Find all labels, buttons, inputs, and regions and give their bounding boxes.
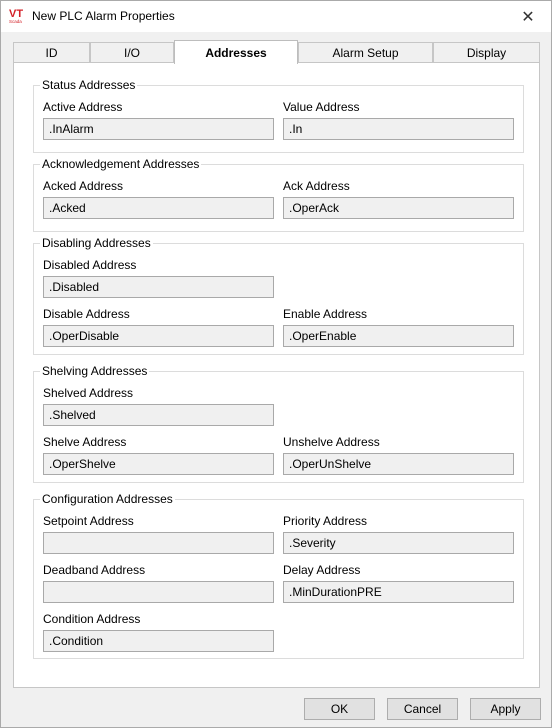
deadband-address-field[interactable] <box>43 581 274 603</box>
value-address-field[interactable]: .In <box>283 118 514 140</box>
shelved-address-label: Shelved Address <box>43 386 134 400</box>
group-title: Status Addresses <box>42 78 136 92</box>
value-address-label: Value Address <box>283 100 360 114</box>
setpoint-address-label: Setpoint Address <box>43 514 134 528</box>
app-icon-subtext: Scada <box>9 19 22 24</box>
tab-alarm-setup[interactable]: Alarm Setup <box>298 42 433 63</box>
disable-address-field[interactable]: .OperDisable <box>43 325 274 347</box>
disable-address-label: Disable Address <box>43 307 130 321</box>
acknowledgement-addresses-group <box>33 157 524 232</box>
condition-address-field[interactable]: .Condition <box>43 630 274 652</box>
shelved-address-field[interactable]: .Shelved <box>43 404 274 426</box>
app-icon-text: VT <box>9 8 24 20</box>
group-title: Disabling Addresses <box>42 236 151 250</box>
shelve-address-label: Shelve Address <box>43 435 127 449</box>
window-title: New PLC Alarm Properties <box>32 9 175 23</box>
deadband-address-label: Deadband Address <box>43 563 146 577</box>
delay-address-label: Delay Address <box>283 563 361 577</box>
tab-io[interactable]: I/O <box>90 42 174 63</box>
configuration-addresses-group <box>33 492 524 659</box>
group-title: Configuration Addresses <box>42 492 173 506</box>
vtscada-app-icon <box>9 7 27 25</box>
addresses-panel <box>13 62 540 688</box>
ok-button[interactable]: OK <box>304 698 375 720</box>
priority-address-field[interactable]: .Severity <box>283 532 514 554</box>
unshelve-address-field[interactable]: .OperUnShelve <box>283 453 514 475</box>
tab-addresses[interactable]: Addresses <box>174 40 298 64</box>
tab-display[interactable]: Display <box>433 42 540 63</box>
status-addresses-group <box>33 78 524 153</box>
active-address-label: Active Address <box>43 100 123 114</box>
disabled-address-label: Disabled Address <box>43 258 137 272</box>
unshelve-address-label: Unshelve Address <box>283 435 380 449</box>
acked-address-label: Acked Address <box>43 179 124 193</box>
shelve-address-field[interactable]: .OperShelve <box>43 453 274 475</box>
close-button[interactable] <box>505 1 551 32</box>
ack-address-label: Ack Address <box>283 179 350 193</box>
apply-button[interactable]: Apply <box>470 698 541 720</box>
condition-address-label: Condition Address <box>43 612 141 626</box>
enable-address-label: Enable Address <box>283 307 368 321</box>
disabling-addresses-group <box>33 236 524 355</box>
cancel-button[interactable]: Cancel <box>387 698 458 720</box>
acked-address-field[interactable]: .Acked <box>43 197 274 219</box>
priority-address-label: Priority Address <box>283 514 368 528</box>
ack-address-field[interactable]: .OperAck <box>283 197 514 219</box>
tab-id[interactable]: ID <box>13 42 90 63</box>
shelving-addresses-group <box>33 364 524 483</box>
group-title: Acknowledgement Addresses <box>42 157 200 171</box>
enable-address-field[interactable]: .OperEnable <box>283 325 514 347</box>
close-icon: ✕ <box>521 8 535 26</box>
setpoint-address-field[interactable] <box>43 532 274 554</box>
active-address-field[interactable]: .InAlarm <box>43 118 274 140</box>
disabled-address-field[interactable]: .Disabled <box>43 276 274 298</box>
group-title: Shelving Addresses <box>42 364 148 378</box>
title-bar[interactable] <box>1 1 551 32</box>
delay-address-field[interactable]: .MinDurationPRE <box>283 581 514 603</box>
